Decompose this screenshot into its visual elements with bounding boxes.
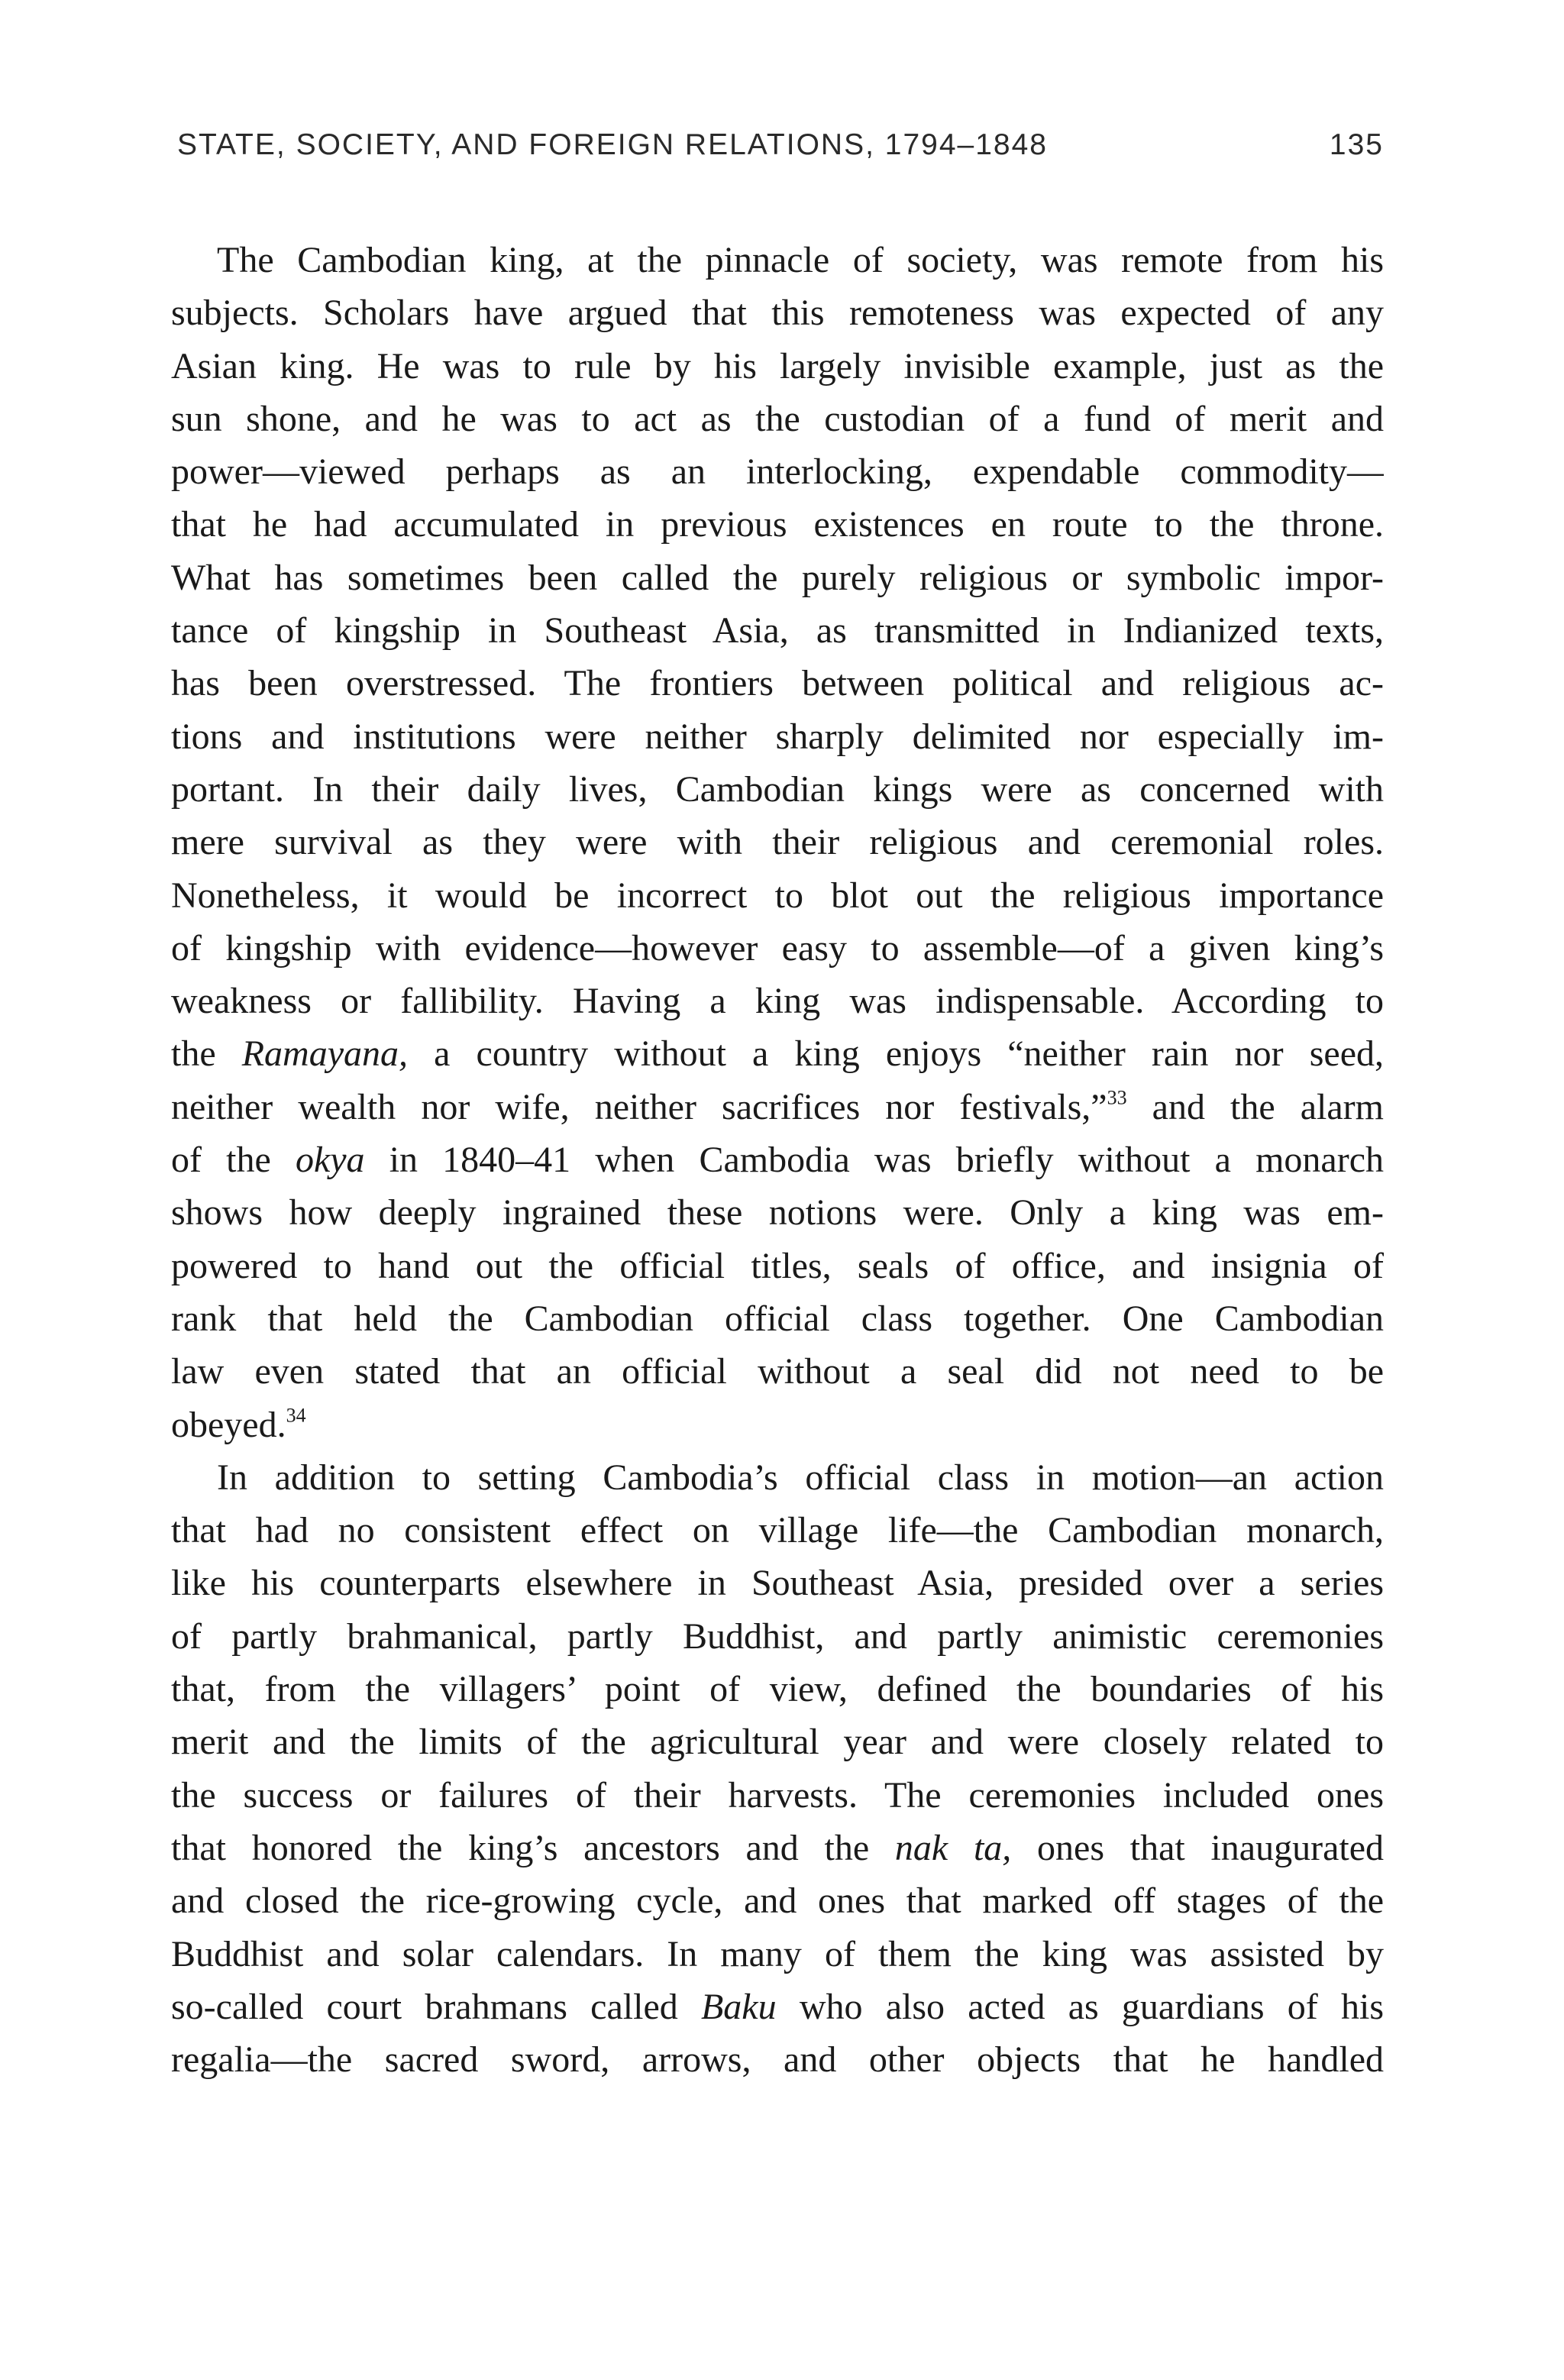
italic-title: Ramayana,	[241, 1033, 409, 1075]
text-line	[171, 1027, 1384, 1080]
text-line: that he had accumulated in previous existences en route to the throne.	[171, 504, 1384, 545]
text-line: portant. In their daily lives, Cambodian kings were as concerned with	[171, 768, 1384, 810]
text-run: who also acted as guardians of his	[776, 1986, 1384, 2027]
text-line: of kingship with evidence—however easy to assemble—of a given king’s	[171, 927, 1384, 968]
text-line: weakness or fallibility. Having a king was indispensable. According to	[171, 981, 1384, 1022]
text-line: powered to hand out the official titles, seals of office, and insignia of	[171, 1245, 1384, 1286]
text-line: Buddhist and solar calendars. In many of them the king was assisted by	[171, 1933, 1384, 1974]
running-head-title: STATE, SOCIETY, AND FOREIGN RELATIONS, 1794–1848	[177, 128, 1048, 161]
text-line: tance of kingship in Southeast Asia, as transmitted in Indianized texts,	[171, 610, 1384, 652]
footnote-ref: 34	[286, 1404, 306, 1427]
text-run: the	[171, 1033, 242, 1075]
text-line: power—viewed perhaps as an interlocking, expendable commodity—	[171, 451, 1384, 493]
text-line: Asian king. He was to rule by his largely invisible example, just as the	[171, 345, 1384, 386]
running-head	[177, 128, 1384, 174]
text-line	[171, 1399, 1384, 1451]
text-line	[171, 1981, 1384, 2033]
text-line	[171, 1081, 1384, 1133]
text-run: neither wealth nor wife, neither sacrifices nor festivals,”	[171, 1086, 1107, 1127]
text-run: of the	[171, 1140, 296, 1181]
page-number: 135	[1329, 128, 1384, 161]
text-line: The Cambodian king, at the pinnacle of society, was remote from his	[217, 240, 1384, 280]
text-line: the success or failures of their harvests. The ceremonies included ones	[171, 1774, 1384, 1816]
text-line: Nonetheless, it would be incorrect to blot out the religious importance	[171, 875, 1384, 916]
text-line: rank that held the Cambodian official class together. One Cambodian	[171, 1298, 1384, 1339]
text-line: like his counterparts elsewhere in Southeast Asia, presided over a series	[171, 1563, 1384, 1604]
italic-term: okya	[295, 1140, 365, 1181]
text-line: regalia—the sacred sword, arrows, and other objects that he handled	[171, 2039, 1384, 2081]
text-line	[171, 1133, 1384, 1186]
text-line	[171, 1822, 1384, 1874]
text-line: mere survival as they were with their religious and ceremonial roles.	[171, 822, 1384, 863]
footnote-ref: 33	[1107, 1086, 1127, 1109]
text-line: shows how deeply ingrained these notions were. Only a king was em-	[171, 1192, 1384, 1234]
text-run: and the alarm	[1126, 1086, 1384, 1127]
text-line: merit and the limits of the agricultural year and were closely related to	[171, 1722, 1384, 1763]
text-run: obeyed.	[171, 1404, 286, 1445]
italic-term: Baku	[700, 1986, 777, 2027]
body-text	[171, 234, 1384, 2086]
text-line: sun shone, and he was to act as the custodian of a fund of merit and	[171, 398, 1384, 439]
text-run: a country without a king enjoys “neither rain nor seed,	[408, 1033, 1384, 1075]
text-line: tions and institutions were neither sharply delimited nor especially im-	[171, 716, 1384, 757]
text-line: In addition to setting Cambodia’s official class in motion—an action	[217, 1457, 1384, 1498]
text-run: that honored the king’s ancestors and the	[171, 1827, 895, 1868]
text-line: that had no consistent effect on village life—the Cambodian monarch,	[171, 1510, 1384, 1551]
text-run: ones that inaugurated	[1011, 1827, 1384, 1868]
text-line: and closed the rice-growing cycle, and ones that marked off stages of the	[171, 1880, 1384, 1922]
text-line: of partly brahmanical, partly Buddhist, and partly animistic ceremonies	[171, 1615, 1384, 1657]
text-line: law even stated that an official without a seal did not need to be	[171, 1351, 1384, 1392]
text-line: What has sometimes been called the purely religious or symbolic impor-	[171, 557, 1384, 598]
text-line: that, from the villagers’ point of view, defined the boundaries of his	[171, 1669, 1384, 1710]
text-line: subjects. Scholars have argued that this remoteness was expected of any	[171, 293, 1384, 334]
text-run: in 1840–41 when Cambodia was briefly without a monarch	[364, 1140, 1384, 1181]
italic-term: nak ta,	[894, 1827, 1012, 1868]
text-run: so-called court brahmans called	[171, 1986, 701, 2027]
text-line: has been overstressed. The frontiers between political and religious ac-	[171, 663, 1384, 704]
